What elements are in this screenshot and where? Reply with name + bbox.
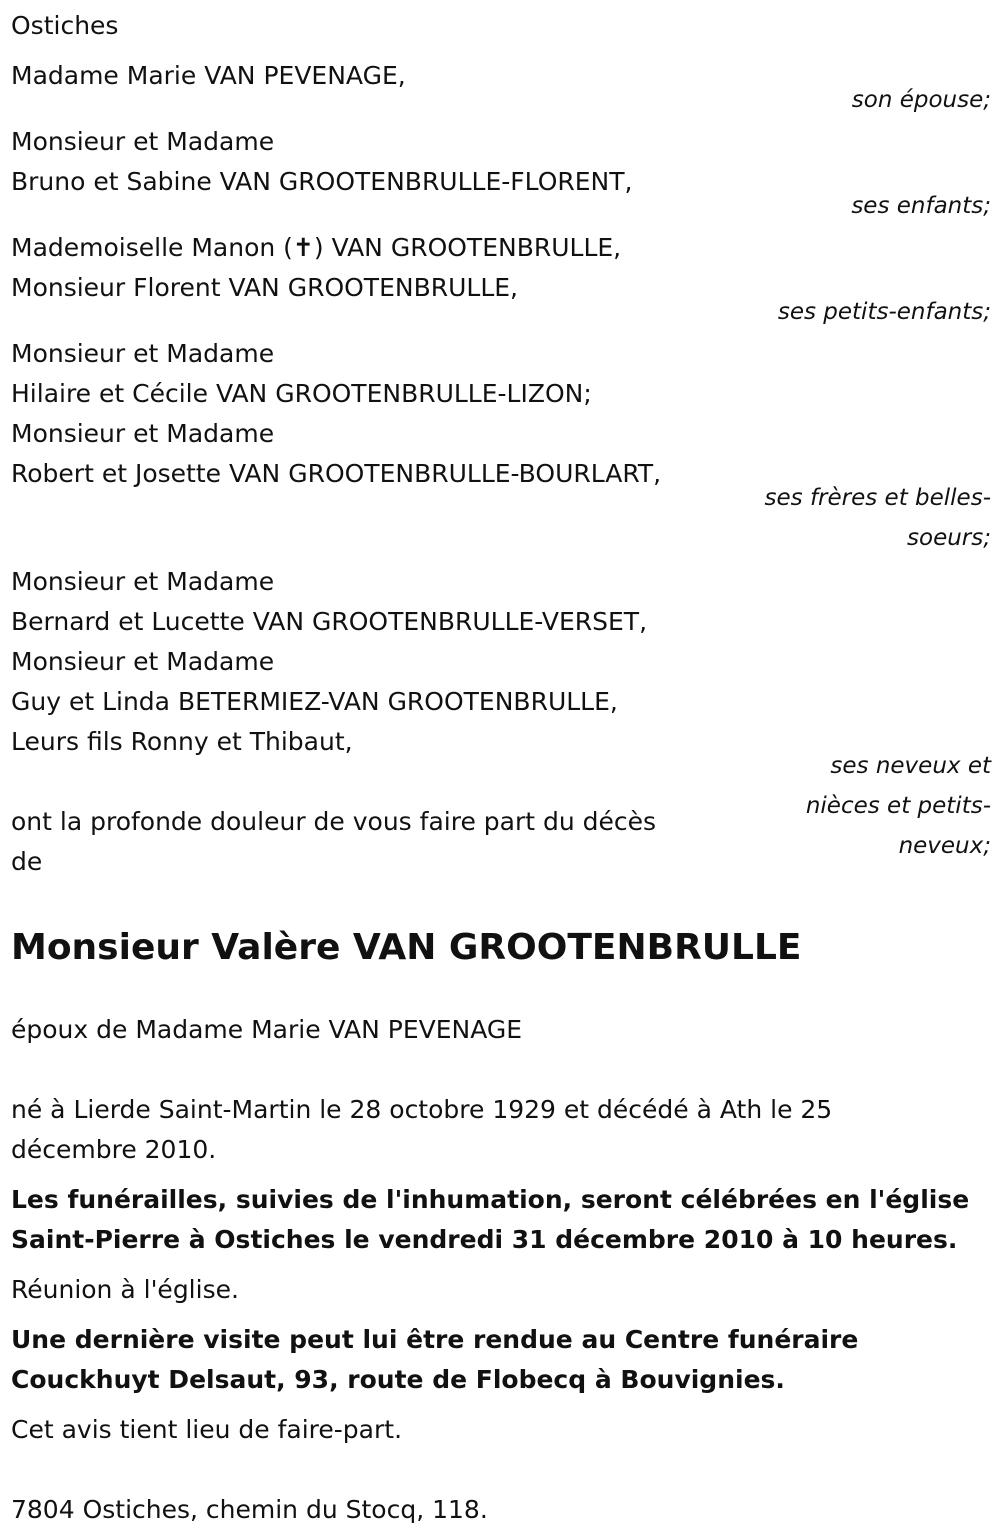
reunion-line: Réunion à l'église. — [11, 1275, 239, 1304]
family-line: Monsieur Florent VAN GROOTENBRULLE, — [11, 273, 518, 302]
family-line: Monsieur et Madame — [11, 419, 275, 448]
spouse-line: époux de Madame Marie VAN PEVENAGE — [11, 1015, 523, 1044]
birth-death-line: né à Lierde Saint-Martin le 28 octobre 1929 et décédé à Ath le 25 décembre 2010. — [11, 1095, 833, 1164]
family-line: Mademoiselle Manon (✝) VAN GROOTENBRULLE, — [11, 233, 622, 262]
relation-label: soeurs; — [907, 525, 991, 551]
family-group-nephews — [11, 562, 991, 882]
deceased-name: Monsieur Valère VAN GROOTENBRULLE — [11, 927, 802, 968]
family-group-grandchildren — [11, 228, 991, 332]
announcement-line: ont la profonde douleur de vous faire part du décès — [11, 807, 657, 836]
family-line: Guy et Linda BETERMIEZ-VAN GROOTENBRULLE, — [11, 687, 618, 716]
relation-label: neveux; — [898, 833, 991, 859]
family-line: Monsieur et Madame — [11, 127, 275, 156]
family-line: Madame Marie VAN PEVENAGE, — [11, 61, 406, 90]
family-line: Bernard et Lucette VAN GROOTENBRULLE-VERSET, — [11, 607, 648, 636]
family-line: Leurs fils Ronny et Thibaut, — [11, 727, 353, 756]
family-line: Robert et Josette VAN GROOTENBRULLE-BOURLART, — [11, 459, 662, 488]
funeral-info: Les funérailles, suivies de l'inhumation, seront célébrées en l'église Saint-Pierre à Ostiches le vendredi 31 décembre 2010 à 10 heures. — [11, 1185, 970, 1254]
family-group-siblings — [11, 334, 991, 558]
visit-info: Une dernière visite peut lui être rendue au Centre funéraire Couckhuyt Delsaut, 93, route de Flobecq à Bouvignies. — [11, 1325, 859, 1394]
announcement-line: de — [11, 847, 43, 876]
notice-line: Cet avis tient lieu de faire-part. — [11, 1415, 403, 1444]
relation-label: ses enfants; — [851, 193, 991, 219]
family-line: Monsieur et Madame — [11, 647, 275, 676]
relation-label: ses neveux et — [830, 753, 991, 779]
address-line: 7804 Ostiches, chemin du Stocq, 118. — [11, 1495, 488, 1524]
family-group-children — [11, 122, 991, 226]
relation-label: son épouse; — [851, 87, 991, 113]
place-heading: Ostiches — [11, 11, 119, 40]
relation-label: ses frères et belles- — [764, 485, 991, 511]
family-line: Monsieur et Madame — [11, 567, 275, 596]
family-line: Bruno et Sabine VAN GROOTENBRULLE-FLORENT, — [11, 167, 633, 196]
obituary-notice — [11, 6, 991, 1530]
family-line: Monsieur et Madame — [11, 339, 275, 368]
family-line: Hilaire et Cécile VAN GROOTENBRULLE-LIZON; — [11, 379, 592, 408]
relation-label: nièces et petits- — [805, 793, 991, 819]
relation-label: ses petits-enfants; — [777, 299, 991, 325]
family-group-spouse — [11, 56, 991, 120]
